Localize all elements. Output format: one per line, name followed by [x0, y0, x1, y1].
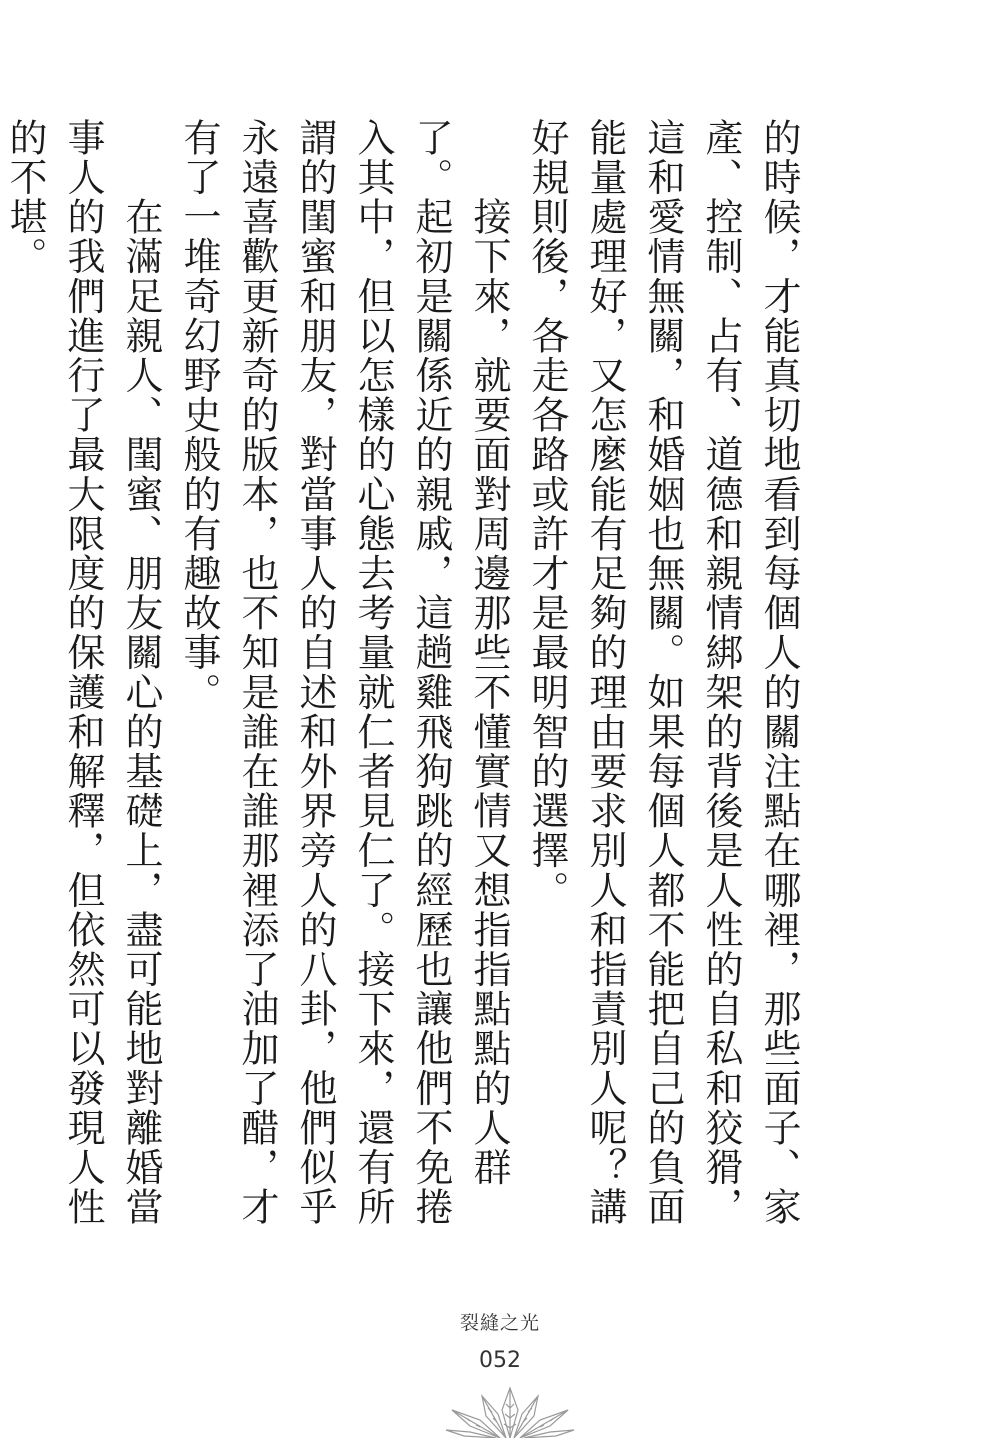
- page-number: 052: [479, 1348, 521, 1373]
- paragraph: 接下來，就要面對周邊那些不懂實情又想指指點點的人群了。起初是關係近的親戚，這趟雞飛狗跳的經歷也讓他們不免捲入其中，但以怎樣的心態去考量就仁者見仁了。接下來，還有所謂的閨蜜和朋友，對當事人的自述和外界旁人的八卦，他們似乎永遠喜歡更新奇的版本，也不知是誰在誰那裡添了油加了醋，才有了一堆奇幻野史般的有趣故事。: [177, 118, 511, 1227]
- paragraph: 的時候，才能真切地看到每個人的關注點在哪裡，那些面子、家產、控制、占有、道德和親情綁架的背後是人性的自私和狡猾，這和愛情無關，和婚姻也無關。如果每個人都不能把自己的負面能量處理好，又怎麼能有足夠的理由要求別人和指責別人呢？講好規則後，各走各路或許才是最明智的選擇。: [525, 118, 801, 1227]
- book-title: 裂縫之光: [459, 1312, 540, 1334]
- main-text: [3, 118, 808, 1258]
- paragraph: 在滿足親人、閨蜜、朋友關心的基礎上，盡可能地對離婚當事人的我們進行了最大限度的保護和解釋，但依然可以發現人性的不堪。: [3, 118, 163, 1227]
- leaf-ornament-icon: [440, 1380, 580, 1438]
